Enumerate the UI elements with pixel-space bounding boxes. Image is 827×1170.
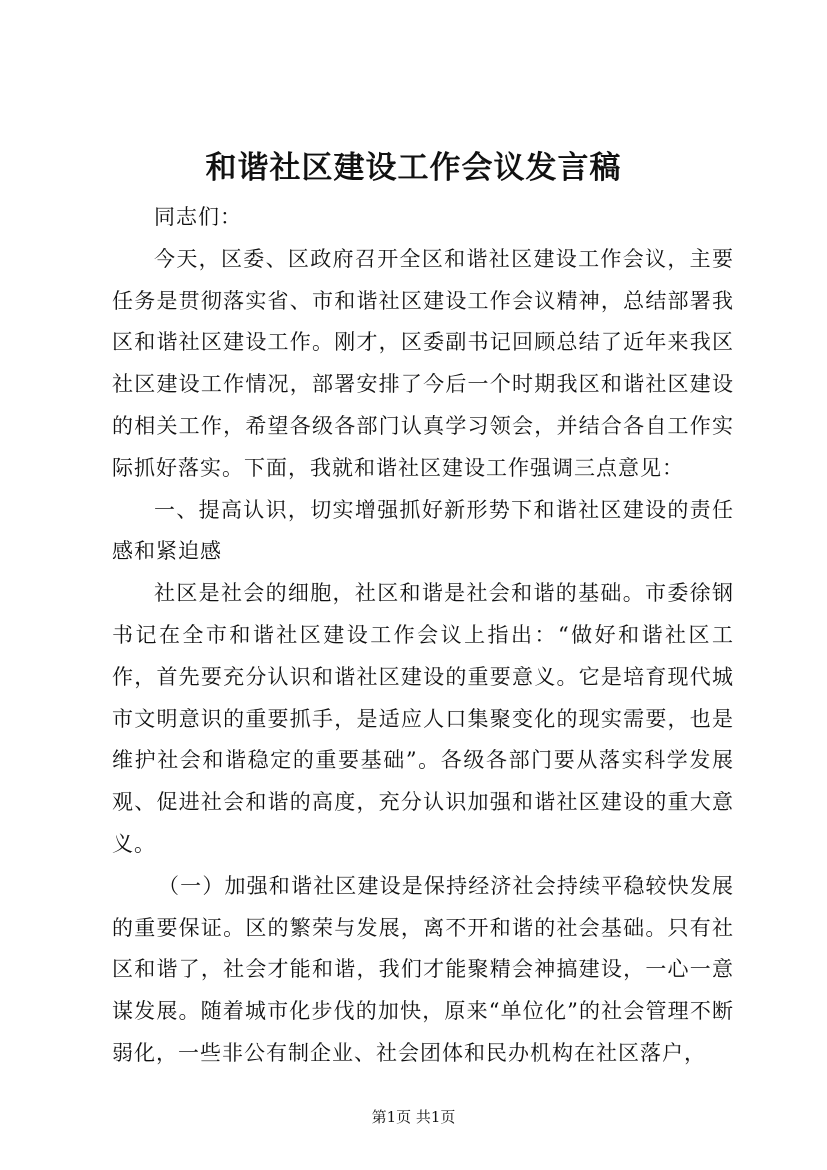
- salutation: 同志们：: [154, 205, 242, 229]
- paragraph-subsection-1: （一）加强和谐社区建设是保持经济社会持续平稳较快发展的重要保证。区的繁荣与发展，离不开和谐的社会基础。只有社区和谐了，社会才能和谐，我们才能聚精会神搞建设，一心一意谋发展。随着城市化步伐的加快，原来“单位化”的社会管理不断弱化，一些非公有制企业、社会团体和民办机构在社区落户，: [112, 873, 734, 1065]
- paragraph-section-1: 社区是社会的细胞，社区和谐是社会和谐的基础。市委徐钢书记在全市和谐社区建设工作会议上指出：“做好和谐社区工作，首先要充分认识和谐社区建设的重要意义。它是培育现代城市文明意识的重要抓手，是适应人口集聚变化的现实需要，也是维护社会和谐稳定的重要基础”。各级各部门要从落实科学发展观、促进社会和谐的高度，充分认识加强和谐社区建设的重大意义。: [112, 581, 734, 856]
- page-footer: 第1页 共1页: [371, 1108, 456, 1126]
- section-heading-1: 一、提高认识，切实增强抓好新形势下和谐社区建设的责任感和紧迫感: [112, 497, 734, 564]
- document-title: 和谐社区建设工作会议发言稿: [205, 150, 622, 186]
- paragraph-intro: 今天，区委、区政府召开全区和谐社区建设工作会议，主要任务是贯彻落实省、市和谐社区建设工作会议精神，总结部署我区和谐社区建设工作。刚才，区委副书记回顾总结了近年来我区社区建设工作情况，部署安排了今后一个时期我区和谐社区建设的相关工作，希望各级各部门认真学习领会，并结合各自工作实际抓好落实。下面，我就和谐社区建设工作强调三点意见：: [112, 246, 734, 480]
- document-body: [112, 197, 734, 1075]
